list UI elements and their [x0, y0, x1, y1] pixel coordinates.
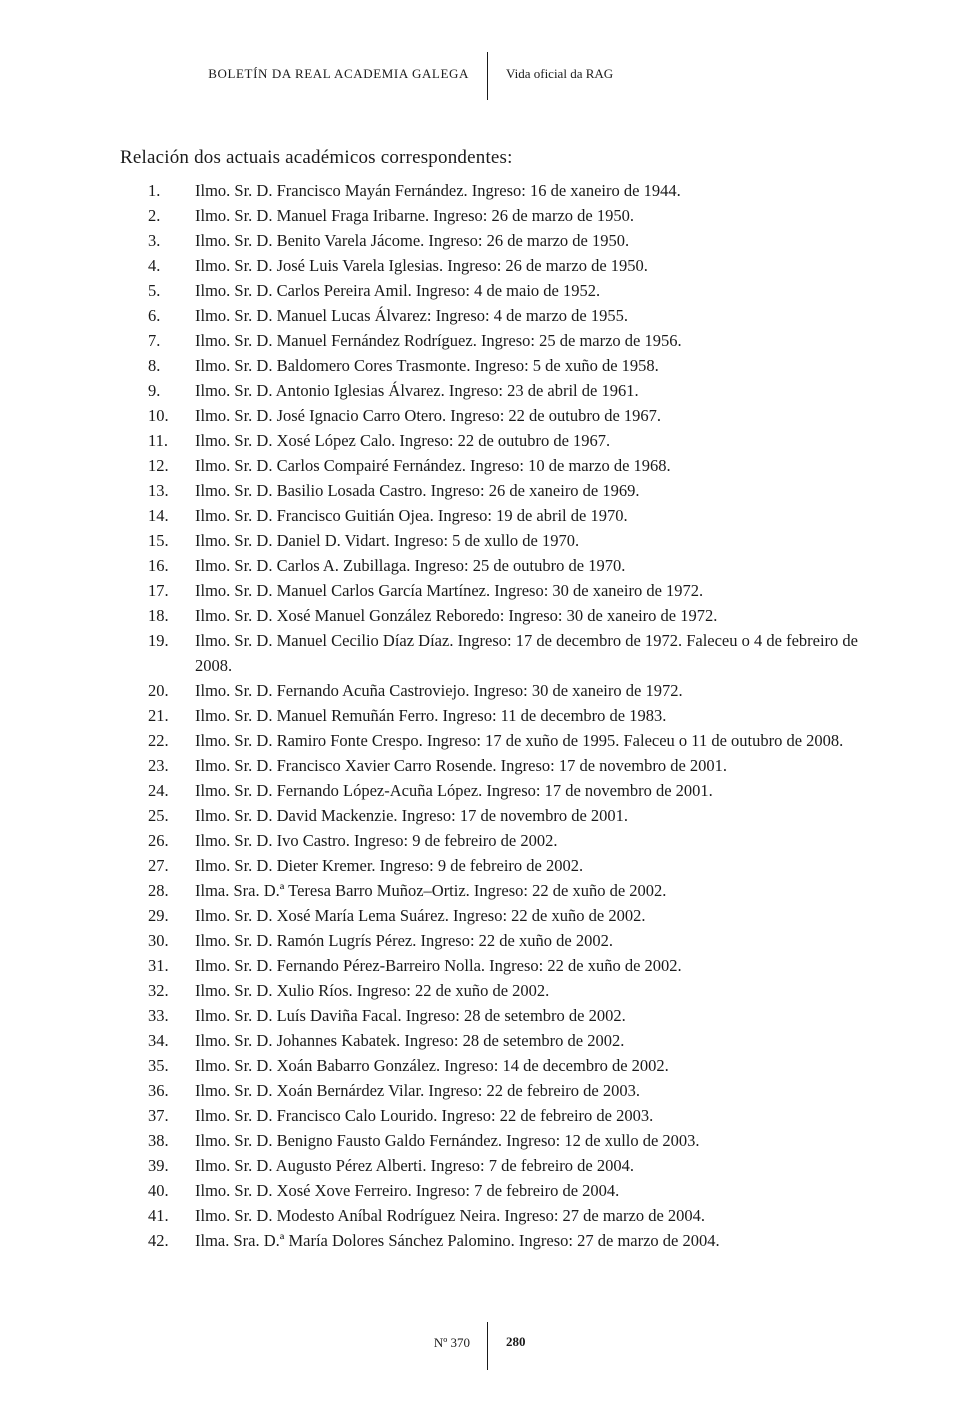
journal-title: BOLETÍN DA REAL ACADEMIA GALEGA: [208, 66, 469, 81]
item-number: 21.: [148, 706, 169, 725]
item-number: 20.: [148, 681, 169, 700]
list-item: [0, 1028, 975, 1053]
list-item: [0, 853, 975, 878]
item-text: Ilmo. Sr. D. Manuel Carlos García Martínez. Ingreso: 30 de xaneiro de 1972.: [195, 581, 704, 600]
item-number: 27.: [148, 856, 169, 875]
item-number: 17.: [148, 581, 169, 600]
list-item: [0, 378, 975, 403]
item-number: 22.: [148, 731, 169, 750]
item-text: Ilmo. Sr. D. Francisco Xavier Carro Rosende. Ingreso: 17 de novembro de 2001.: [195, 756, 728, 775]
item-number: 42.: [148, 1231, 169, 1250]
item-number: 30.: [148, 931, 169, 950]
list-item: [0, 803, 975, 828]
list-item: [0, 503, 975, 528]
item-number: 15.: [148, 531, 169, 550]
item-number: 35.: [148, 1056, 169, 1075]
item-text: Ilmo. Sr. D. Benigno Fausto Galdo Fernández. Ingreso: 12 de xullo de 2003.: [195, 1131, 700, 1150]
item-text: Ilmo. Sr. D. José Luis Varela Iglesias. Ingreso: 26 de marzo de 1950.: [195, 256, 648, 275]
item-text: Ilmo. Sr. D. Manuel Fernández Rodríguez. Ingreso: 25 de marzo de 1956.: [195, 331, 682, 350]
page-number: 280: [506, 1334, 526, 1349]
list-heading: Relación dos actuais académicos correspondentes:: [120, 147, 513, 168]
item-number: 38.: [148, 1131, 169, 1150]
item-text: Ilmo. Sr. D. Ramiro Fonte Crespo. Ingreso: 17 de xuño de 1995. Faleceu o 11 de outubro de 2008.: [195, 731, 844, 750]
issue-number: Nº 370: [433, 1335, 470, 1350]
list-item: [0, 1103, 975, 1128]
item-number: 32.: [148, 981, 169, 1000]
list-item: [0, 278, 975, 303]
item-number: 26.: [148, 831, 169, 850]
list-item: [0, 403, 975, 428]
item-number: 13.: [148, 481, 169, 500]
item-number: 25.: [148, 806, 169, 825]
item-text: Ilmo. Sr. D. Carlos Compairé Fernández. Ingreso: 10 de marzo de 1968.: [195, 456, 671, 475]
list-item: [0, 1178, 975, 1203]
list-item: [0, 353, 975, 378]
item-number: 39.: [148, 1156, 169, 1175]
item-text: Ilmo. Sr. D. Carlos Pereira Amil. Ingreso: 4 de maio de 1952.: [195, 281, 601, 300]
item-number: 7.: [148, 331, 161, 350]
item-number: 31.: [148, 956, 169, 975]
item-text: Ilmo. Sr. D. José Ignacio Carro Otero. Ingreso: 22 de outubro de 1967.: [195, 406, 662, 425]
list-item: [0, 703, 975, 728]
list-item: [0, 478, 975, 503]
header-divider: [487, 52, 488, 100]
list-item: [0, 1128, 975, 1153]
list-item: [0, 1203, 975, 1228]
list-item: [0, 203, 975, 228]
page-footer: [0, 1322, 975, 1370]
item-text: Ilmo. Sr. D. Manuel Lucas Álvarez: Ingreso: 4 de marzo de 1955.: [195, 306, 629, 325]
item-number: 3.: [148, 231, 161, 250]
item-number: 1.: [148, 181, 161, 200]
item-number: 29.: [148, 906, 169, 925]
item-text: Ilmo. Sr. D. Xoán Babarro González. Ingreso: 14 de decembro de 2002.: [195, 1056, 669, 1075]
item-text: Ilmo. Sr. D. Francisco Calo Lourido. Ingreso: 22 de febreiro de 2003.: [195, 1106, 654, 1125]
item-text: Ilmo. Sr. D. Baldomero Cores Trasmonte. Ingreso: 5 de xuño de 1958.: [195, 356, 659, 375]
list-item: [0, 953, 975, 978]
item-number: 37.: [148, 1106, 169, 1125]
item-number: 4.: [148, 256, 161, 275]
item-text: Ilmo. Sr. D. Xosé López Calo. Ingreso: 22 de outubro de 1967.: [195, 431, 611, 450]
item-text: Ilmo. Sr. D. Ivo Castro. Ingreso: 9 de febreiro de 2002.: [195, 831, 558, 850]
item-number: 10.: [148, 406, 169, 425]
list-item: [0, 578, 975, 603]
item-number: 8.: [148, 356, 161, 375]
list-item: [0, 1003, 975, 1028]
item-text: Ilmo. Sr. D. Fernando Pérez-Barreiro Nolla. Ingreso: 22 de xuño de 2002.: [195, 956, 682, 975]
item-number: 34.: [148, 1031, 169, 1050]
list-item: [0, 928, 975, 953]
list-item: [0, 428, 975, 453]
item-number: 6.: [148, 306, 161, 325]
academicians-list: [0, 178, 975, 1253]
item-text: Ilmo. Sr. D. Francisco Mayán Fernández. Ingreso: 16 de xaneiro de 1944.: [195, 181, 681, 200]
running-header: [0, 52, 975, 100]
list-item: [0, 903, 975, 928]
item-text: Ilmo. Sr. D. Carlos A. Zubillaga. Ingreso: 25 de outubro de 1970.: [195, 556, 626, 575]
list-item: [0, 253, 975, 278]
footer-divider: [487, 1322, 488, 1370]
item-text: Ilmo. Sr. D. Xosé Manuel González Reboredo: Ingreso: 30 de xaneiro de 1972.: [195, 606, 718, 625]
item-number: 40.: [148, 1181, 169, 1200]
item-number: 28.: [148, 881, 169, 900]
list-item: [0, 1078, 975, 1103]
list-item: [0, 228, 975, 253]
list-item: [0, 828, 975, 853]
list-item: [0, 528, 975, 553]
section-name: Vida oficial da RAG: [506, 66, 614, 81]
list-item: [0, 878, 975, 903]
item-number: 14.: [148, 506, 169, 525]
item-text: Ilmo. Sr. D. Dieter Kremer. Ingreso: 9 de febreiro de 2002.: [195, 856, 584, 875]
item-text: Ilmo. Sr. D. Modesto Aníbal Rodríguez Neira. Ingreso: 27 de marzo de 2004.: [195, 1206, 706, 1225]
item-number: 16.: [148, 556, 169, 575]
list-item: [0, 1228, 975, 1253]
item-text: Ilmo. Sr. D. Daniel D. Vidart. Ingreso: 5 de xullo de 1970.: [195, 531, 580, 550]
item-number: 41.: [148, 1206, 169, 1225]
list-item: [0, 603, 975, 628]
item-number: 23.: [148, 756, 169, 775]
item-text: Ilmo. Sr. D. Fernando López-Acuña López. Ingreso: 17 de novembro de 2001.: [195, 781, 713, 800]
item-text: Ilmo. Sr. D. Benito Varela Jácome. Ingreso: 26 de marzo de 1950.: [195, 231, 630, 250]
item-text: Ilmo. Sr. D. Francisco Guitián Ojea. Ingreso: 19 de abril de 1970.: [195, 506, 628, 525]
item-text: Ilmo. Sr. D. Xoán Bernárdez Vilar. Ingreso: 22 de febreiro de 2003.: [195, 1081, 641, 1100]
list-item: [0, 728, 975, 753]
list-item: [0, 553, 975, 578]
list-item: [0, 1053, 975, 1078]
list-item: [0, 328, 975, 353]
item-text: Ilma. Sra. D.ª María Dolores Sánchez Palomino. Ingreso: 27 de marzo de 2004.: [195, 1231, 720, 1250]
item-text: Ilmo. Sr. D. Augusto Pérez Alberti. Ingreso: 7 de febreiro de 2004.: [195, 1156, 634, 1175]
item-text: Ilmo. Sr. D. Manuel Remuñán Ferro. Ingreso: 11 de decembro de 1983.: [195, 706, 667, 725]
item-text: Ilmo. Sr. D. Basilio Losada Castro. Ingreso: 26 de xaneiro de 1969.: [195, 481, 640, 500]
list-item: [0, 303, 975, 328]
item-number: 12.: [148, 456, 169, 475]
item-number: 33.: [148, 1006, 169, 1025]
list-item: [0, 753, 975, 778]
item-text: Ilmo. Sr. D. Manuel Cecilio Díaz Díaz. Ingreso: 17 de decembro de 1972. Faleceu o 4 de febreiro de 2008.: [195, 631, 858, 675]
list-item: [0, 778, 975, 803]
item-text: Ilma. Sra. D.ª Teresa Barro Muñoz–Ortiz. Ingreso: 22 de xuño de 2002.: [195, 881, 667, 900]
list-item: [0, 978, 975, 1003]
item-number: 5.: [148, 281, 161, 300]
item-text: Ilmo. Sr. D. Luís Daviña Facal. Ingreso: 28 de setembro de 2002.: [195, 1006, 626, 1025]
item-text: Ilmo. Sr. D. Xulio Ríos. Ingreso: 22 de xuño de 2002.: [195, 981, 550, 1000]
list-item: [0, 678, 975, 703]
list-item: [0, 1153, 975, 1178]
item-text: Ilmo. Sr. D. Ramón Lugrís Pérez. Ingreso: 22 de xuño de 2002.: [195, 931, 613, 950]
list-item: [0, 628, 975, 678]
item-text: Ilmo. Sr. D. David Mackenzie. Ingreso: 17 de novembro de 2001.: [195, 806, 629, 825]
item-number: 2.: [148, 206, 161, 225]
item-text: Ilmo. Sr. D. Johannes Kabatek. Ingreso: 28 de setembro de 2002.: [195, 1031, 625, 1050]
list-item: [0, 178, 975, 203]
item-number: 36.: [148, 1081, 169, 1100]
item-number: 9.: [148, 381, 161, 400]
item-text: Ilmo. Sr. D. Xosé Xove Ferreiro. Ingreso: 7 de febreiro de 2004.: [195, 1181, 620, 1200]
item-text: Ilmo. Sr. D. Manuel Fraga Iribarne. Ingreso: 26 de marzo de 1950.: [195, 206, 634, 225]
item-number: 19.: [148, 631, 169, 650]
item-number: 24.: [148, 781, 169, 800]
item-number: 11.: [148, 431, 169, 450]
item-number: 18.: [148, 606, 169, 625]
item-text: Ilmo. Sr. D. Antonio Iglesias Álvarez. Ingreso: 23 de abril de 1961.: [195, 381, 639, 400]
item-text: Ilmo. Sr. D. Fernando Acuña Castroviejo. Ingreso: 30 de xaneiro de 1972.: [195, 681, 683, 700]
list-item: [0, 453, 975, 478]
item-text: Ilmo. Sr. D. Xosé María Lema Suárez. Ingreso: 22 de xuño de 2002.: [195, 906, 646, 925]
